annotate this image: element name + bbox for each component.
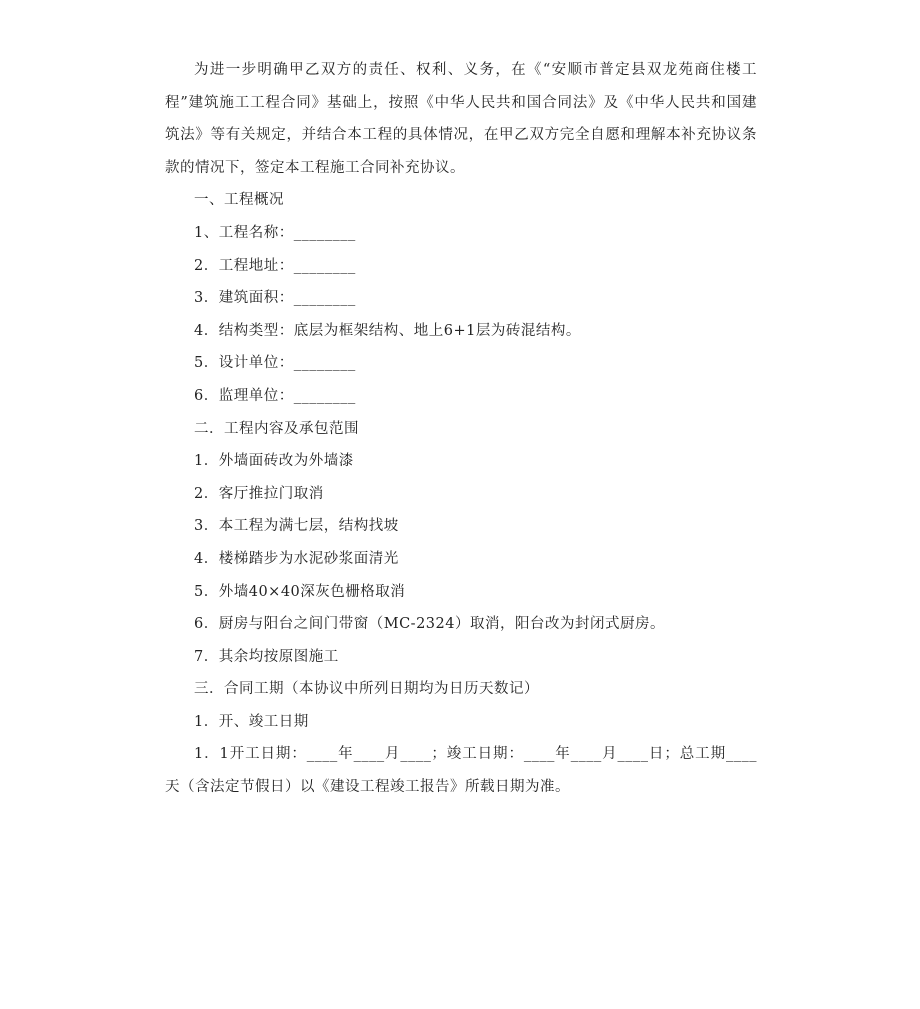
list-item-scope-1: 1．外墙面砖改为外墙漆 [194, 453, 354, 470]
section-heading-project-overview: 一、工程概况 [194, 192, 284, 209]
list-item-scope-3: 3．本工程为满七层，结构找坡 [194, 518, 399, 535]
section-heading-scope: 二．工程内容及承包范围 [194, 420, 359, 437]
list-item-project-name: 1、工程名称：________ [194, 224, 356, 241]
list-item-design-unit: 5．设计单位：________ [194, 355, 356, 372]
list-item-scope-4: 4．楼梯踏步为水泥砂浆面清光 [194, 550, 399, 567]
document-body [165, 54, 757, 804]
list-item-scope-5: 5．外墙40×40深灰色栅格取消 [194, 583, 406, 600]
list-item-building-area: 3．建筑面积：________ [194, 290, 356, 307]
intro-paragraph: 为进一步明确甲乙双方的责任、权利、义务，在《“安顺市普定县双龙苑商住楼工程”建筑施工工程合同》基础上，按照《中华人民共和国合同法》及《中华人民共和国建筑法》等有关规定，并结合本工程的具体情况，在甲乙双方完全自愿和理解本补充协议条款的情况下，签定本工程施工合同补充协议。 [165, 62, 757, 176]
list-item-scope-6: 6．厨房与阳台之间门带窗（MC-2324）取消，阳台改为封闭式厨房。 [194, 616, 665, 633]
list-item-scope-2: 2．客厅推拉门取消 [194, 485, 324, 502]
subheading-start-completion-dates: 1．开、竣工日期 [194, 713, 309, 730]
section-heading-contract-period: 三．合同工期（本协议中所列日期均为日历天数记） [194, 681, 539, 698]
list-item-scope-7: 7．其余均按原图施工 [194, 648, 339, 665]
list-item-supervision-unit: 6．监理单位：________ [194, 387, 356, 404]
clause-start-date: 1．1开工日期：____年____月____；竣工日期：____年____月____日；总工期____天（含法定节假日）以《建设工程竣工报告》所载日期为准。 [165, 746, 757, 796]
list-item-project-address: 2．工程地址：________ [194, 257, 356, 274]
list-item-structure-type: 4．结构类型：底层为框架结构、地上6+1层为砖混结构。 [194, 322, 581, 339]
